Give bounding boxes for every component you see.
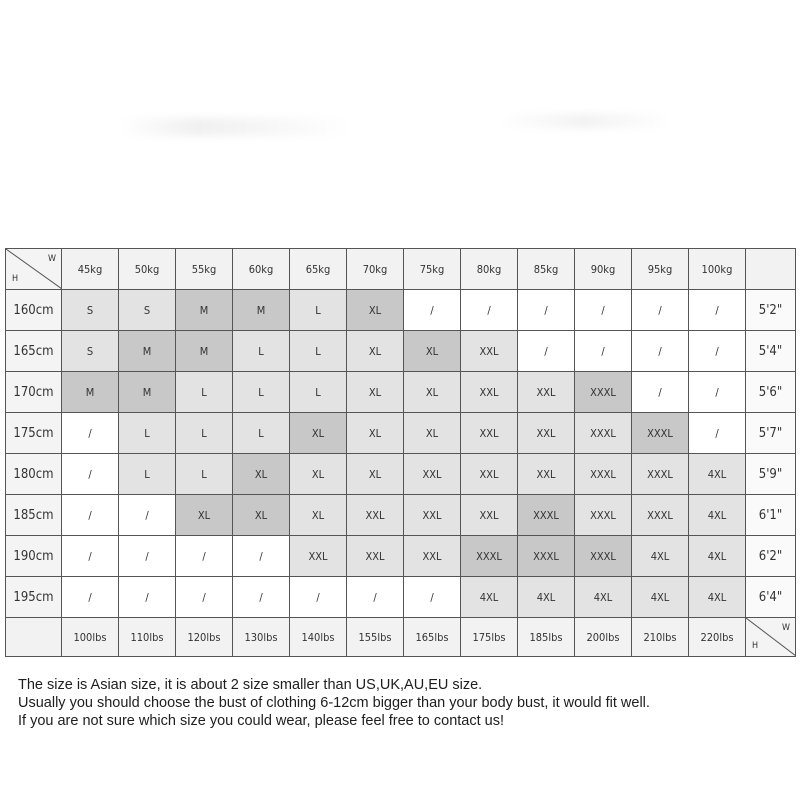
faded-text-right: [500, 114, 670, 128]
corner-cell-bottom: [746, 618, 796, 657]
table-row: [6, 413, 796, 454]
size-cell: /: [119, 536, 176, 577]
size-cell: XXL: [461, 372, 518, 413]
table-row: [6, 577, 796, 618]
weight-header-70kg: 70kg: [347, 249, 404, 290]
size-cell: S: [62, 331, 119, 372]
corner-h-label: H: [12, 274, 19, 284]
size-cell: XXL: [518, 413, 575, 454]
size-cell: /: [62, 536, 119, 577]
pounds-label: 155lbs: [347, 618, 404, 657]
size-cell: M: [233, 290, 290, 331]
size-cell: /: [62, 577, 119, 618]
size-cell: /: [689, 290, 746, 331]
weight-header-60kg: 60kg: [233, 249, 290, 290]
size-cell: /: [119, 495, 176, 536]
size-cell: /: [62, 413, 119, 454]
size-cell: M: [176, 290, 233, 331]
table-row: [6, 331, 796, 372]
height-label: 190cm: [6, 536, 62, 577]
pounds-label: 220lbs: [689, 618, 746, 657]
size-cell: XL: [404, 413, 461, 454]
size-cell: XXXL: [632, 413, 689, 454]
height-label: 195cm: [6, 577, 62, 618]
corner-h-label: H: [752, 641, 759, 651]
size-cell: /: [62, 454, 119, 495]
size-cell: XXXL: [518, 536, 575, 577]
size-cell: /: [290, 577, 347, 618]
corner-w-label: W: [781, 623, 790, 633]
size-cell: 4XL: [689, 577, 746, 618]
size-cell: XL: [347, 454, 404, 495]
size-cell: XXL: [347, 536, 404, 577]
size-cell: L: [176, 413, 233, 454]
size-cell: XXXL: [575, 372, 632, 413]
table-row: [6, 495, 796, 536]
size-cell: XL: [347, 372, 404, 413]
size-cell: L: [176, 454, 233, 495]
weight-header-80kg: 80kg: [461, 249, 518, 290]
size-cell: XXL: [404, 495, 461, 536]
size-cell: XL: [233, 454, 290, 495]
size-cell: /: [62, 495, 119, 536]
size-cell: 4XL: [689, 536, 746, 577]
faded-text-left: [120, 118, 350, 136]
weight-header-50kg: 50kg: [119, 249, 176, 290]
size-cell: /: [575, 331, 632, 372]
feet-label: 6'1": [746, 495, 796, 536]
pounds-label: 130lbs: [233, 618, 290, 657]
size-cell: 4XL: [689, 454, 746, 495]
size-cell: /: [461, 290, 518, 331]
pounds-label: 120lbs: [176, 618, 233, 657]
weight-header-55kg: 55kg: [176, 249, 233, 290]
size-cell: /: [176, 577, 233, 618]
size-cell: S: [119, 290, 176, 331]
size-cell: XXXL: [575, 536, 632, 577]
size-cell: XXXL: [575, 413, 632, 454]
size-cell: XL: [347, 290, 404, 331]
size-cell: /: [689, 331, 746, 372]
weight-header-65kg: 65kg: [290, 249, 347, 290]
size-cell: L: [119, 454, 176, 495]
size-cell: /: [689, 413, 746, 454]
pounds-footer-row: [6, 618, 796, 657]
size-cell: 4XL: [575, 577, 632, 618]
feet-label: 6'2": [746, 536, 796, 577]
size-cell: M: [176, 331, 233, 372]
size-chart-table: [5, 248, 796, 657]
size-cell: 4XL: [689, 495, 746, 536]
size-cell: XXL: [461, 454, 518, 495]
size-cell: /: [176, 536, 233, 577]
size-cell: /: [119, 577, 176, 618]
feet-label: 5'4": [746, 331, 796, 372]
table-row: [6, 290, 796, 331]
feet-label: 5'2": [746, 290, 796, 331]
note-line-1: The size is Asian size, it is about 2 size smaller than US,UK,AU,EU size.: [18, 677, 483, 693]
size-cell: XL: [290, 454, 347, 495]
size-cell: L: [290, 290, 347, 331]
size-cell: /: [518, 331, 575, 372]
size-cell: L: [290, 331, 347, 372]
size-cell: XXL: [404, 454, 461, 495]
size-cell: /: [233, 577, 290, 618]
size-cell: /: [632, 290, 689, 331]
size-cell: /: [575, 290, 632, 331]
height-label: 165cm: [6, 331, 62, 372]
size-cell: XL: [233, 495, 290, 536]
pounds-label: 110lbs: [119, 618, 176, 657]
size-cell: XL: [347, 413, 404, 454]
table-row: [6, 454, 796, 495]
size-cell: M: [62, 372, 119, 413]
pounds-label: 100lbs: [62, 618, 119, 657]
footer-blank-cell: [6, 618, 62, 657]
size-cell: XXL: [518, 372, 575, 413]
size-cell: /: [233, 536, 290, 577]
size-cell: 4XL: [632, 577, 689, 618]
weight-header-90kg: 90kg: [575, 249, 632, 290]
size-cell: L: [176, 372, 233, 413]
note-line-3: If you are not sure which size you could wear, please feel free to contact us!: [18, 713, 505, 729]
table-row: [6, 372, 796, 413]
size-cell: /: [632, 372, 689, 413]
size-cell: XXXL: [632, 495, 689, 536]
feet-label: 5'6": [746, 372, 796, 413]
faded-header-watermark: [0, 100, 800, 160]
height-label: 185cm: [6, 495, 62, 536]
weight-header-85kg: 85kg: [518, 249, 575, 290]
corner-cell-top: [6, 249, 62, 290]
size-cell: 4XL: [461, 577, 518, 618]
height-label: 160cm: [6, 290, 62, 331]
pounds-label: 165lbs: [404, 618, 461, 657]
feet-label: 6'4": [746, 577, 796, 618]
size-cell: XXXL: [575, 495, 632, 536]
size-cell: L: [119, 413, 176, 454]
weight-header-100kg: 100kg: [689, 249, 746, 290]
size-cell: XL: [404, 372, 461, 413]
pounds-label: 210lbs: [632, 618, 689, 657]
size-cell: L: [290, 372, 347, 413]
height-label: 175cm: [6, 413, 62, 454]
size-cell: XXXL: [575, 454, 632, 495]
size-cell: XXL: [461, 331, 518, 372]
size-cell: /: [347, 577, 404, 618]
size-cell: 4XL: [632, 536, 689, 577]
size-cell: XL: [404, 331, 461, 372]
size-cell: XL: [290, 495, 347, 536]
pounds-label: 140lbs: [290, 618, 347, 657]
table-row: [6, 536, 796, 577]
size-cell: S: [62, 290, 119, 331]
size-cell: L: [233, 331, 290, 372]
size-cell: XXL: [347, 495, 404, 536]
height-label: 180cm: [6, 454, 62, 495]
header-blank-cell: [746, 249, 796, 290]
pounds-label: 175lbs: [461, 618, 518, 657]
size-cell: XXL: [461, 413, 518, 454]
size-cell: XXXL: [461, 536, 518, 577]
size-cell: XL: [176, 495, 233, 536]
feet-label: 5'7": [746, 413, 796, 454]
size-cell: M: [119, 372, 176, 413]
weight-header-95kg: 95kg: [632, 249, 689, 290]
size-cell: M: [119, 331, 176, 372]
weight-header-45kg: 45kg: [62, 249, 119, 290]
size-cell: XL: [347, 331, 404, 372]
size-cell: XXL: [518, 454, 575, 495]
size-cell: XXXL: [518, 495, 575, 536]
size-cell: /: [404, 290, 461, 331]
corner-w-label: W: [47, 254, 56, 264]
size-cell: /: [632, 331, 689, 372]
weight-header-75kg: 75kg: [404, 249, 461, 290]
size-cell: XXL: [461, 495, 518, 536]
size-cell: /: [518, 290, 575, 331]
weight-header-row: [6, 249, 796, 290]
height-label: 170cm: [6, 372, 62, 413]
size-cell: L: [233, 372, 290, 413]
size-notes: [18, 676, 650, 730]
pounds-label: 185lbs: [518, 618, 575, 657]
size-cell: /: [689, 372, 746, 413]
size-cell: XL: [290, 413, 347, 454]
size-cell: 4XL: [518, 577, 575, 618]
size-cell: L: [233, 413, 290, 454]
feet-label: 5'9": [746, 454, 796, 495]
size-cell: XXL: [290, 536, 347, 577]
note-line-2: Usually you should choose the bust of clothing 6-12cm bigger than your body bust, it would fit well.: [18, 695, 650, 711]
size-cell: XXL: [404, 536, 461, 577]
size-cell: /: [404, 577, 461, 618]
size-cell: XXXL: [632, 454, 689, 495]
pounds-label: 200lbs: [575, 618, 632, 657]
